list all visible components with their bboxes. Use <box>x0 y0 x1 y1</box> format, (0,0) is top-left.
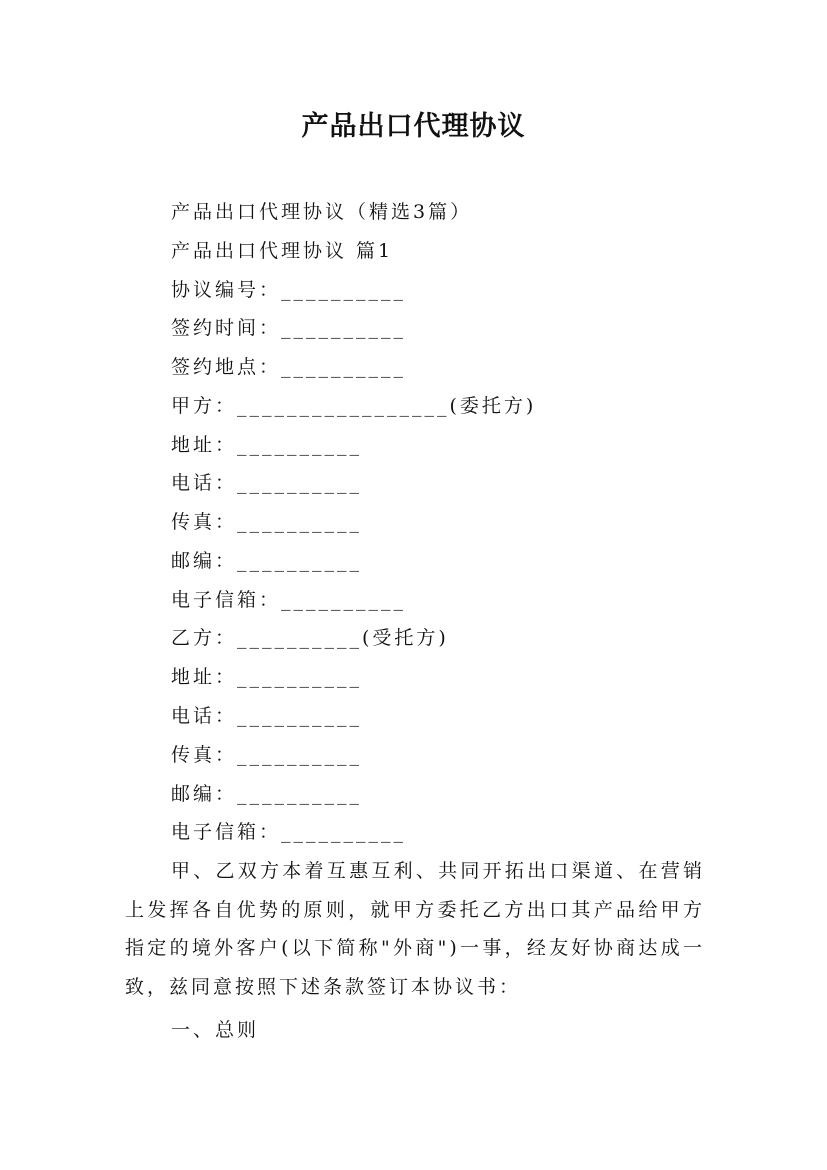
doc-line: 地址：__________ <box>171 434 363 456</box>
doc-line: 电话：__________ <box>171 472 363 494</box>
doc-line: 产品出口代理协议（精选3篇） <box>171 201 473 223</box>
doc-line: 协议编号：__________ <box>171 279 407 301</box>
doc-line: 电话：__________ <box>171 705 363 727</box>
body-paragraph: 甲、乙双方本着互惠互利、共同开拓出口渠道、在营销上发挥各自优势的原则，就甲方委托乙方出口其产品给甲方指定的境外客户(以下简称"外商")一事，经友好协商达成一致，兹同意按照下述条款签订本协议书： <box>125 860 705 998</box>
doc-line: 电子信箱：__________ <box>171 821 407 843</box>
doc-line: 邮编：__________ <box>171 783 363 805</box>
doc-line: 邮编：__________ <box>171 550 363 572</box>
doc-line: 传真：__________ <box>171 511 363 533</box>
document-title: 产品出口代理协议 <box>301 111 526 142</box>
doc-line: 传真：__________ <box>171 744 363 766</box>
doc-line: 产品出口代理协议 篇1 <box>171 240 394 262</box>
doc-line: 地址：__________ <box>171 666 363 688</box>
doc-line: 乙方：__________(受托方) <box>171 627 449 649</box>
doc-line: 签约时间：__________ <box>171 317 407 339</box>
section-heading: 一、总则 <box>171 1019 260 1041</box>
doc-line: 签约地点：__________ <box>171 356 407 378</box>
doc-line: 甲方：_________________(委托方) <box>171 395 537 417</box>
doc-line: 电子信箱：__________ <box>171 589 407 611</box>
